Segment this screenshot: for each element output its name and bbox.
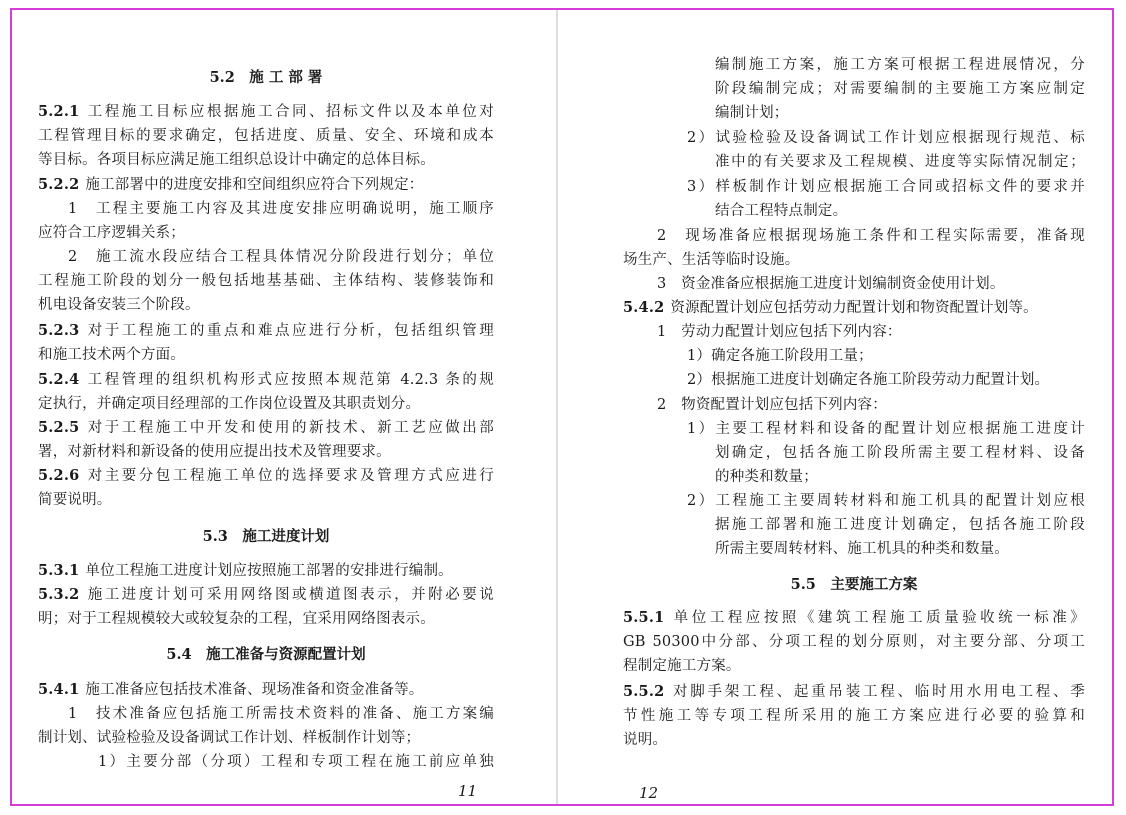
heading-5-4: 5.4 施工准备与资源配置计划: [166, 646, 366, 663]
sub-item-line: 2）工程施工主要周转材料和施工机具的配置计划应根: [687, 493, 1085, 509]
sub-item-line: 阶段编制完成；对需要编制的主要施工方案应制定: [715, 81, 1085, 97]
clause-number: 5.2.2: [38, 176, 80, 193]
clause-number: 5.2.6: [38, 467, 80, 484]
clause-number: 5.4.2: [623, 299, 665, 316]
text: 对于工程施工中开发和使用的新技术、新工艺应做出部: [85, 420, 494, 436]
sub-item-line: 1）主要分部（分项）工程和专项工程在施工前应单独: [98, 754, 494, 770]
text: 施工准备应包括技术准备、现场准备和资金准备等。: [85, 682, 424, 698]
sub-item-line: 的种类和数量；: [715, 469, 818, 485]
text: 对于工程施工的重点和难点应进行分析，包括组织管理: [85, 323, 494, 339]
clause-5-2-1: [38, 101, 494, 123]
item-line: 场生产、生活等临时设施。: [623, 252, 800, 268]
clause-number: 5.2.4: [38, 371, 80, 388]
clause-text-line: 程制定施工方案。: [623, 658, 741, 674]
heading-5-3: 5.3 施工进度计划: [202, 528, 330, 545]
text: 对主要分包工程施工单位的选择要求及管理方式应进行: [85, 468, 494, 484]
heading-5-2: 5.2 施 工 部 署: [209, 69, 323, 86]
clause-number: 5.4.1: [38, 681, 80, 698]
clause-text-line: 定执行，并确定项目经理部的工作岗位设置及其职责划分。: [38, 396, 421, 412]
clause-5-3-2: [38, 584, 494, 606]
sub-item-line: 1）确定各施工阶段用工量；: [687, 348, 873, 364]
text: 对脚手架工程、起重吊装工程、临时用水用电工程、季: [670, 684, 1085, 700]
book-fold: [556, 10, 558, 804]
clause-5-2-2: [38, 174, 494, 196]
sub-item-line: 2）试验检验及设备调试工作计划应根据现行规范、标: [687, 130, 1085, 146]
sub-item-line: 2）根据施工进度计划确定各施工阶段劳动力配置计划。: [687, 372, 1050, 388]
clause-number: 5.2.5: [38, 419, 80, 436]
text: 施工部署中的进度安排和空间组织应符合下列规定：: [85, 177, 424, 193]
item-line: 1 劳动力配置计划应包括下列内容：: [657, 324, 902, 340]
sub-item-line: 3）样板制作计划应根据施工合同或招标文件的要求并: [687, 179, 1085, 195]
text: 单位工程施工进度计划应按照施工部署的安排进行编制。: [85, 563, 453, 579]
clause-text-line: 署，对新材料和新设备的使用应提出技术及管理要求。: [38, 444, 391, 460]
clause-5-3-1: [38, 560, 494, 582]
clause-text-line: 简要说明。: [38, 492, 112, 508]
text: 资源配置计划应包括劳动力配置计划和物资配置计划等。: [670, 300, 1038, 316]
clause-5-2-6: [38, 465, 494, 487]
page-number: 11: [458, 782, 478, 800]
clause-text-line: 说明。: [623, 732, 668, 748]
sub-item-line: 所需主要周转材料、施工机具的种类和数量。: [715, 541, 1009, 557]
clause-5-2-3: [38, 320, 494, 342]
sub-item-line: 准中的有关要求及工程规模、进度等实际情况制定；: [715, 154, 1085, 170]
clause-number: 5.3.1: [38, 562, 80, 579]
sub-item-line: 编制计划；: [715, 105, 789, 121]
item-line: 3 资金准备应根据施工进度计划编制资金使用计划。: [657, 276, 1005, 292]
clause-5-2-4: [38, 369, 494, 391]
clause-number: 5.2.3: [38, 322, 80, 339]
clause-text-line: 和施工技术两个方面。: [38, 347, 185, 363]
item-line: 应符合工序逻辑关系；: [38, 225, 185, 241]
item-line: 2 现场准备应根据现场施工条件和工程实际需要，准备现: [657, 228, 1085, 244]
clause-number: 5.2.1: [38, 103, 80, 120]
clause-number: 5.3.2: [38, 586, 80, 603]
item-line: 1 技术准备应包括施工所需技术资料的准备、施工方案编: [68, 706, 494, 722]
text: 工程施工目标应根据施工合同、招标文件以及本单位对: [85, 104, 494, 120]
clause-number: 5.5.2: [623, 683, 665, 700]
sub-item-line: 划确定，包括各施工阶段所需主要工程材料、设备: [715, 445, 1085, 461]
sub-item-line: 1）主要工程材料和设备的配置计划应根据施工进度计: [687, 421, 1085, 437]
item-line: 1 工程主要施工内容及其进度安排应明确说明，施工顺序: [68, 201, 494, 217]
clause-text-line: 节性施工等专项工程所采用的施工方案应进行必要的验算和: [623, 708, 1085, 724]
text: 单位工程应按照《建筑工程施工质量验收统一标准》: [670, 610, 1085, 626]
text: 施工进度计划可采用网络图或横道图表示，并附必要说: [85, 587, 494, 603]
clause-5-5-1: [623, 607, 1085, 629]
item-line: 工程施工阶段的划分一般包括地基基础、主体结构、装修装饰和: [38, 273, 494, 289]
sub-item-line: 结合工程特点制定。: [715, 203, 848, 219]
text: 工程管理的组织机构形式应按照本规范第 4.2.3 条的规: [85, 372, 494, 388]
sub-item-line: 据施工部署和施工进度计划确定，包括各施工阶段: [715, 517, 1085, 533]
clause-text-line: 等目标。各项目标应满足施工组织总设计中确定的总体目标。: [38, 152, 435, 168]
clause-5-4-2: [623, 297, 1085, 319]
clause-number: 5.5.1: [623, 609, 665, 626]
heading-5-5: 5.5 主要施工方案: [790, 576, 918, 593]
sub-item-line: 编制施工方案，施工方案可根据工程进展情况，分: [715, 57, 1085, 73]
item-line: 机电设备安装三个阶段。: [38, 297, 200, 313]
item-line: 2 物资配置计划应包括下列内容：: [657, 397, 887, 413]
page-number: 12: [639, 784, 659, 802]
clause-text-line: 工程管理目标的要求确定，包括进度、质量、安全、环境和成本: [38, 128, 494, 144]
item-line: 制计划、试验检验及设备调试工作计划、样板制作计划等；: [38, 730, 421, 746]
item-line: 2 施工流水段应结合工程具体情况分阶段进行划分；单位: [68, 249, 494, 265]
clause-text-line: GB 50300中分部、分项工程的划分原则，对主要分部、分项工: [623, 634, 1085, 650]
clause-5-5-2: [623, 681, 1085, 703]
clause-text-line: 明；对于工程规模较大或较复杂的工程，宜采用网络图表示。: [38, 611, 435, 627]
clause-5-2-5: [38, 417, 494, 439]
clause-5-4-1: [38, 679, 494, 701]
